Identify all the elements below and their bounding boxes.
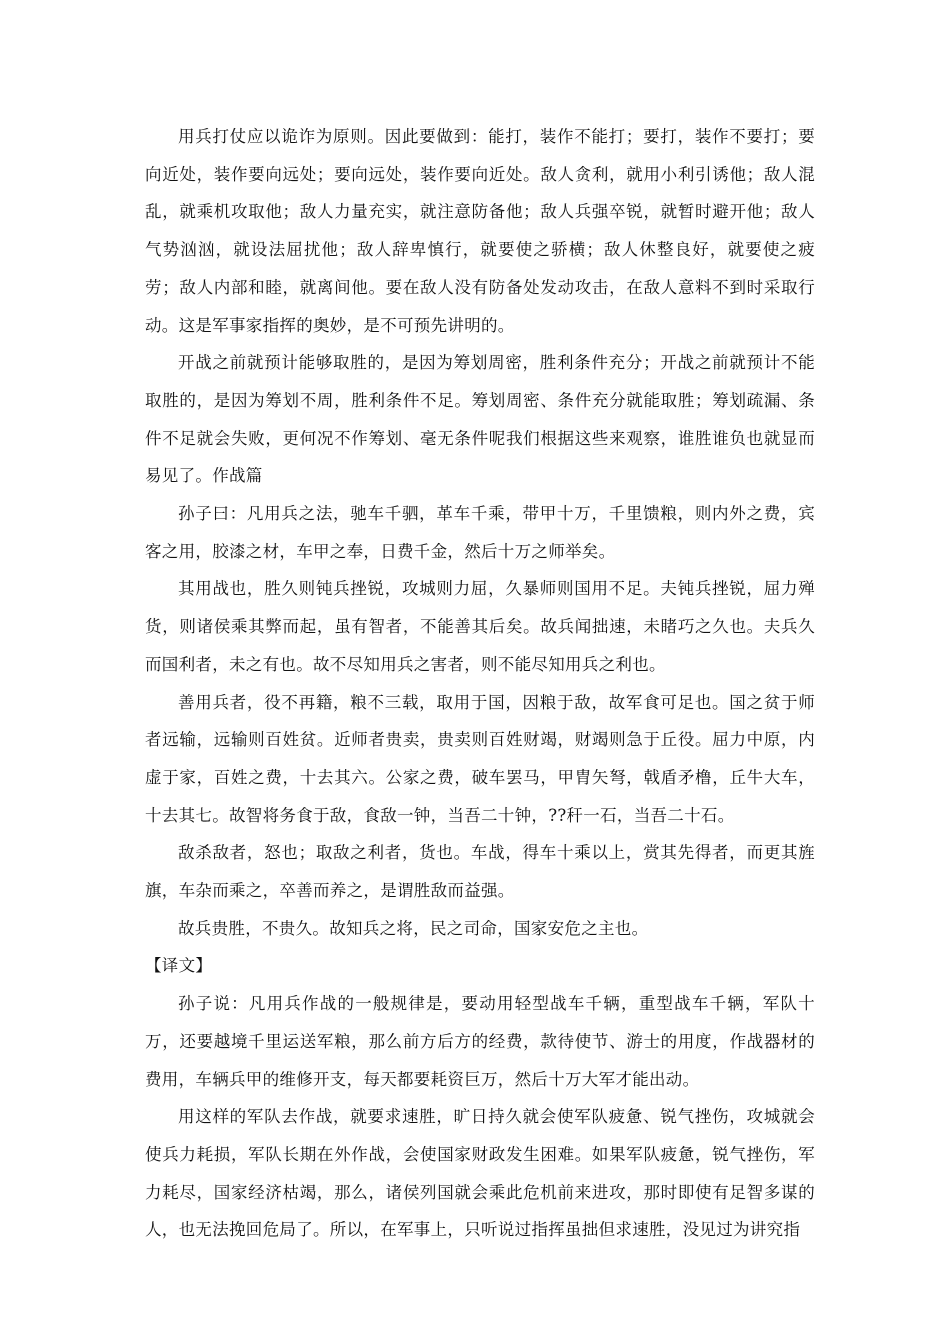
paragraph-kill-enemy: 敌杀敌者，怒也；取敌之利者，货也。车战，得车十乘以上，赏其先得者，而更其旌旗，车杂而乘之，卒善而养之，是谓胜敌而益强。 [145, 843, 815, 901]
paragraph-good-commander: 善用兵者，役不再籍，粮不三载，取用于国，因粮于敌，故军食可足也。国之贫于师者远输，远输则百姓贫。近师者贵卖，贵卖则百姓财竭，财竭则急于丘役。屈力中原，内虚于家，百姓之费，十去其六。公家之费，破车罢马，甲胄矢弩，戟盾矛橹，丘牛大车，十去其七。故智将务食于敌，食敌一钟，当吾二十钟，??秆一石，当吾二十石。 [145, 692, 815, 825]
paragraph-value-victory: 故兵贵胜，不贵久。故知兵之将，民之司命，国家安危之主也。 [178, 918, 649, 938]
section-heading-translation: 【译文】 [145, 956, 213, 976]
paragraph-use-in-war: 其用战也，胜久则钝兵挫锐，攻城则力屈，久暴师则国用不足。夫钝兵挫锐，屈力殚货，则诸侯乘其弊而起，虽有智者，不能善其后矣。故兵闻拙速，未睹巧之久也。夫兵久而国利者，未之有也。故不尽知用兵之害者，则不能尽知用兵之利也。 [145, 579, 815, 674]
paragraph-planning: 开战之前就预计能够取胜的，是因为筹划周密，胜利条件充分；开战之前就预计不能取胜的，是因为筹划不周，胜利条件不足。筹划周密、条件充分就能取胜；筹划疏漏、条件不足就会失败，更何况不作筹划、毫无条件呢我们根据这些来观察，谁胜谁负也就显而易见了。作战篇 [145, 353, 815, 486]
document-page [145, 118, 815, 1249]
paragraph-deception: 用兵打仗应以诡诈为原则。因此要做到：能打，装作不能打；要打，装作不要打；要向近处，装作要向远处；要向远处，装作要向近处。敌人贪利，就用小利引诱他；敌人混乱，就乘机攻取他；敌人力量充实，就注意防备他；敌人兵强卒锐，就暂时避开他；敌人气势汹汹，就设法屈扰他；敌人辞卑慎行，就要使之骄横；敌人休整良好，就要使之疲劳；敌人内部和睦，就离间他。要在敌人没有防备处发动攻击，在敌人意料不到时采取行动。这是军事家指挥的奥妙，是不可预先讲明的。 [145, 127, 815, 335]
paragraph-sunzi-says: 孙子曰：凡用兵之法，驰车千驷，革车千乘，带甲十万，千里馈粮，则内外之费，宾客之用，胶漆之材，车甲之奉，日费千金，然后十万之师举矣。 [145, 504, 815, 561]
paragraph-translation-1: 孙子说：凡用兵作战的一般规律是，要动用轻型战车千辆，重型战车千辆，军队十万，还要越境千里运送军粮，那么前方后方的经费，款待使节、游士的用度，作战器材的费用，车辆兵甲的维修开支，每天都要耗资巨万，然后十万大军才能出动。 [145, 994, 815, 1089]
paragraph-translation-2: 用这样的军队去作战，就要求速胜，旷日持久就会使军队疲惫、锐气挫伤，攻城就会使兵力耗损，军队长期在外作战，会使国家财政发生困难。如果军队疲惫，锐气挫伤，军力耗尽，国家经济枯竭，那么，诸侯列国就会乘此危机前来进攻，那时即使有足智多谋的人，也无法挽回危局了。所以，在军事上，只听说过指挥虽拙但求速胜，没见过为讲究指 [145, 1107, 815, 1240]
